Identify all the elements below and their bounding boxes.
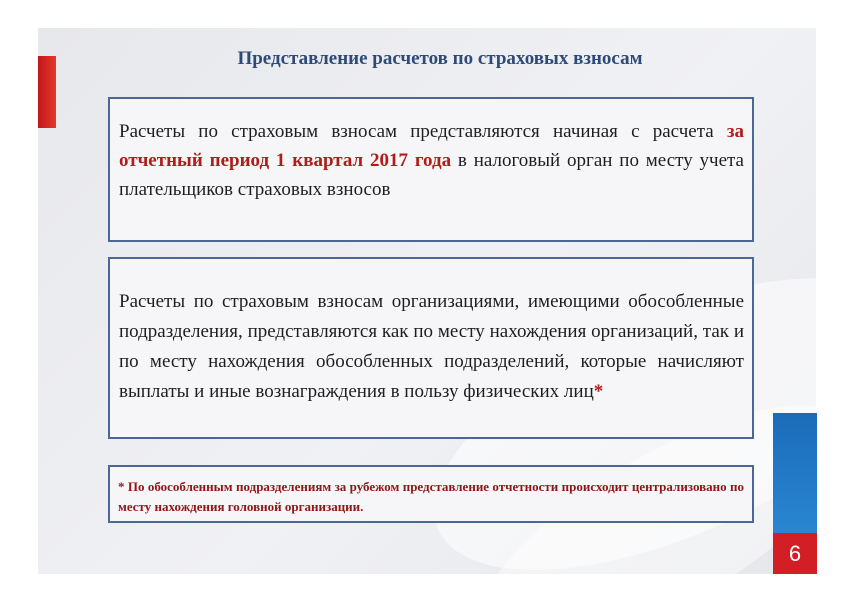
blue-accent-bar [773,413,817,533]
info-box-text [119,287,744,407]
text-before: Расчеты по страховым взносам представляются начиная с расчета [119,121,727,142]
red-accent-bar [38,56,56,128]
footnote-asterisk: * [593,381,604,402]
text-after: в налоговый орган по месту учета плательщиков страховых взносов [119,150,744,200]
info-box-subdivisions [108,257,754,439]
subdivisions-text: Расчеты по страховым взносам организациями, имеющими обособленные подразделения, представляются как по месту нахождения организаций, так и по месту нахождения обособленных подразделений, которые начисляют выплаты и иные вознаграждения в пользу физических лиц [119,291,744,402]
info-box-text [119,117,744,204]
page-number: 6 [773,533,817,574]
info-box-start-date [108,97,754,242]
footnote-box [108,465,754,523]
footnote-text: * По обособленным подразделениям за рубежом представление отчетности происходит централизовано по месту нахождения головной организации. [118,479,744,514]
slide-title: Представление расчетов по страховых взносам [237,48,643,69]
highlighted-period: за отчетный период 1 квартал 2017 года [119,121,744,171]
